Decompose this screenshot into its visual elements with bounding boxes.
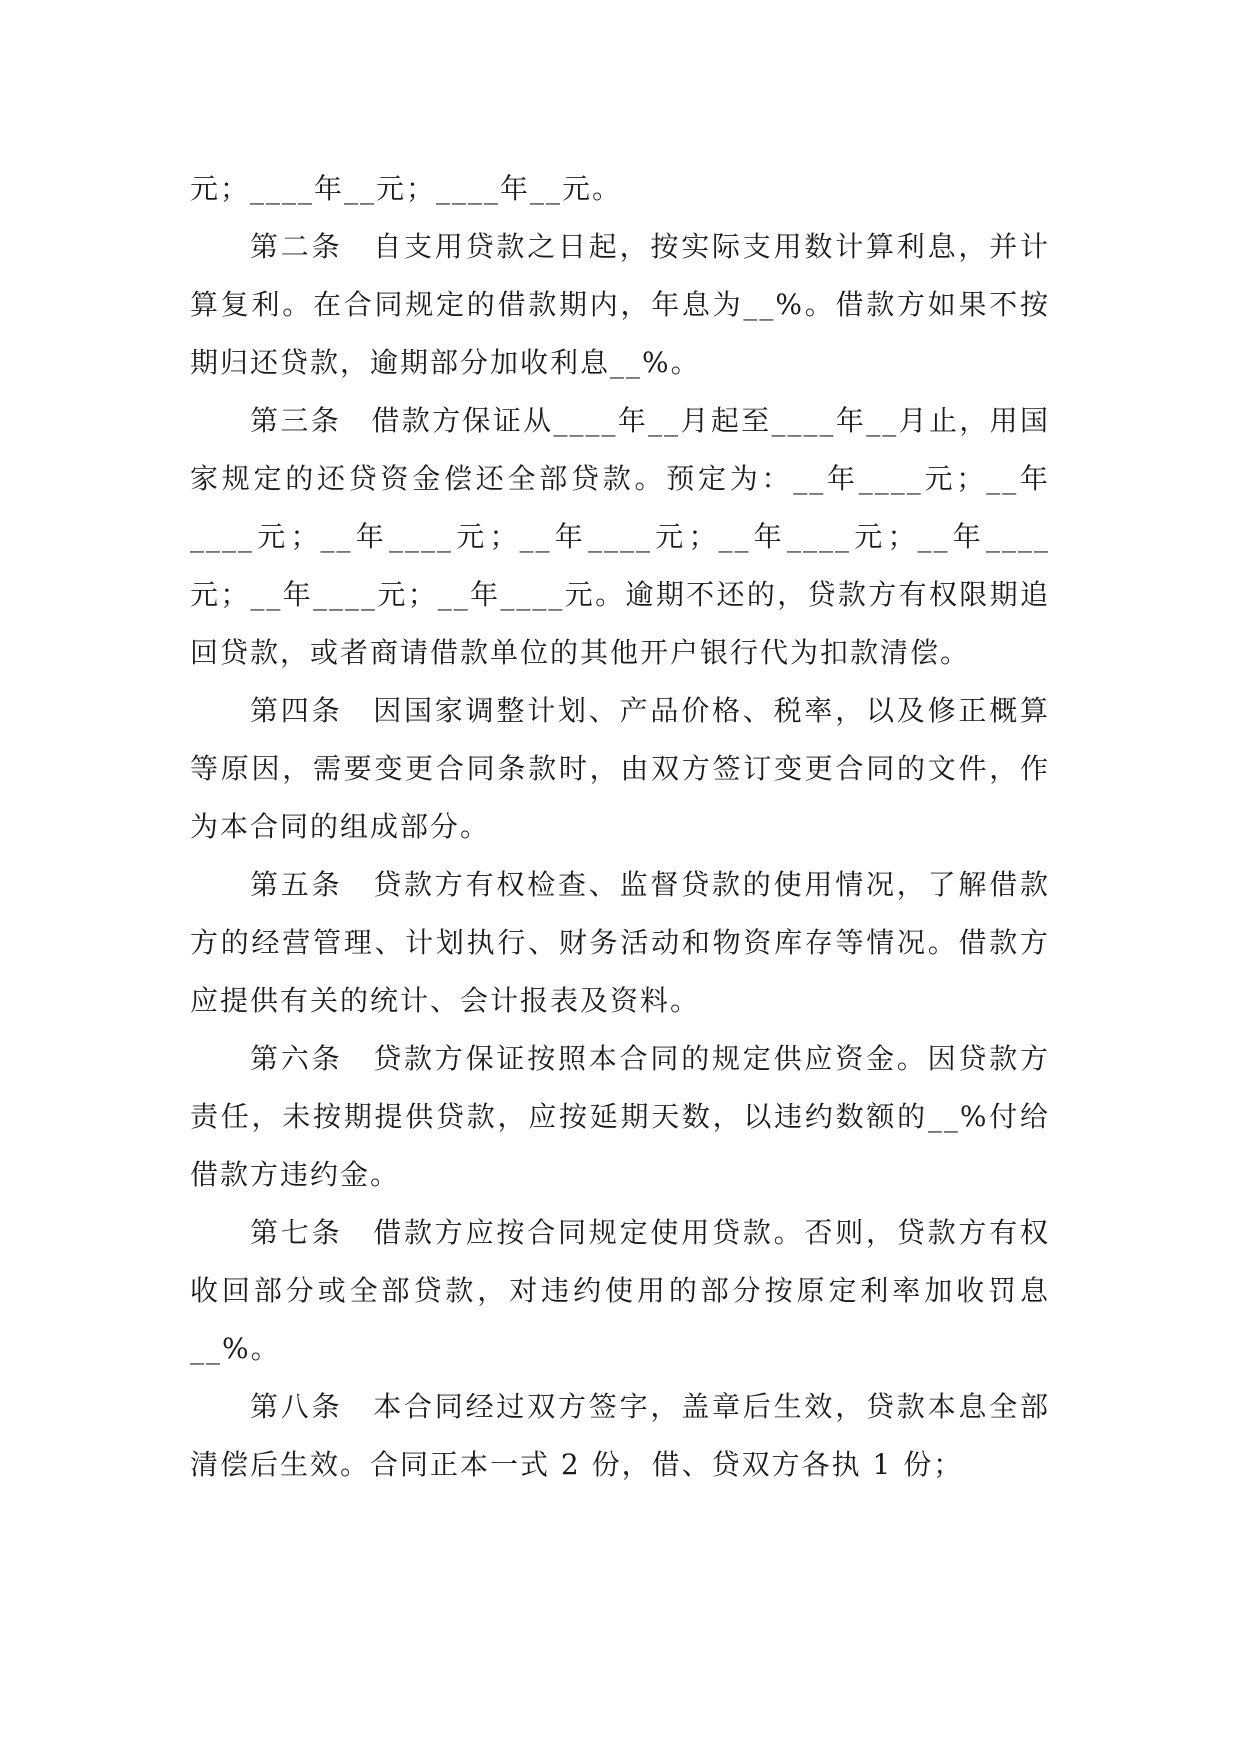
paragraph-article-6: 第六条 贷款方保证按照本合同的规定供应资金。因贷款方责任，未按期提供贷款，应按延期天数，以违约数额的__%付给借款方违约金。 [190,1042,1050,1191]
paragraph-article-8: 第八条 本合同经过双方签字，盖章后生效，贷款本息全部清偿后生效。合同正本一式 2 份，借、贷双方各执 1 份； [190,1390,1050,1481]
paragraph-article-5: 第五条 贷款方有权检查、监督贷款的使用情况，了解借款方的经营管理、计划执行、财务活动和物资库存等情况。借款方应提供有关的统计、会计报表及资料。 [190,868,1050,1017]
paragraph-article-7: 第七条 借款方应按合同规定使用贷款。否则，贷款方有权收回部分或全部贷款，对违约使用的部分按原定利率加收罚息__%。 [190,1216,1050,1365]
paragraph-continuation: 元；____年__元；____年__元。 [190,172,623,205]
paragraph-article-4: 第四条 因国家调整计划、产品价格、税率，以及修正概算等原因，需要变更合同条款时，由双方签订变更合同的文件，作为本合同的组成部分。 [190,694,1050,843]
paragraph-article-2: 第二条 自支用贷款之日起，按实际支用数计算利息，并计算复利。在合同规定的借款期内，年息为__%。借款方如果不按期归还贷款，逾期部分加收利息__%。 [190,230,1050,379]
document-body [190,160,1050,1494]
paragraph-article-3: 第三条 借款方保证从____年__月起至____年__月止，用国家规定的还贷资金偿还全部贷款。预定为：__年____元；__年____元；__年____元；__年____元；__年____元；__年____元；__年____元；__年____元。逾期不还的，贷款方有权限期追回贷款，或者商请借款单位的其他开户银行代为扣款清偿。 [190,404,1050,669]
